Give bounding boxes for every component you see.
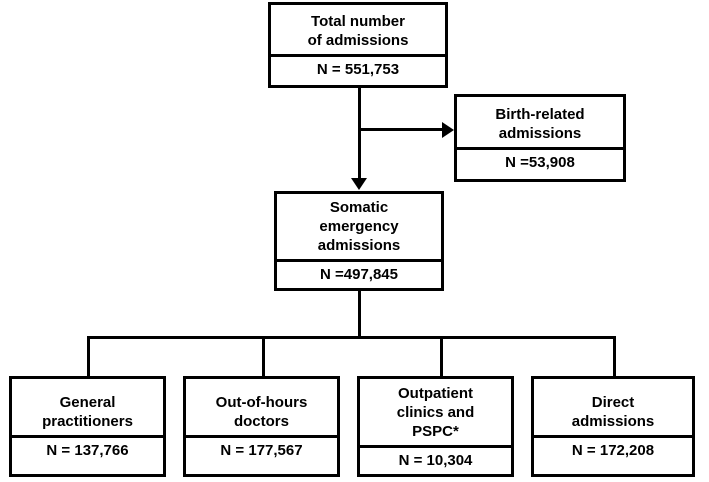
node-somatic-count: N =497,845 bbox=[320, 266, 398, 283]
arrowhead-total-to-somatic bbox=[351, 178, 367, 190]
node-somatic-line-3: admissions bbox=[317, 237, 401, 254]
node-somatic-line-2: emergency bbox=[319, 218, 399, 235]
node-birth-related-admissions bbox=[454, 94, 626, 182]
node-gp-count: N = 137,766 bbox=[46, 442, 129, 459]
node-outpatient-count: N = 10,304 bbox=[398, 451, 473, 469]
node-ooh-count: N = 177,567 bbox=[220, 442, 303, 459]
node-total-admissions bbox=[268, 2, 448, 88]
node-general-practitioners bbox=[9, 376, 166, 477]
connector-somatic-down bbox=[358, 291, 361, 339]
connector-drop-direct bbox=[613, 336, 616, 376]
node-gp-line-2: practitioners bbox=[42, 413, 133, 430]
node-somatic-line-1: Somatic bbox=[329, 199, 389, 216]
connector-bus bbox=[87, 336, 616, 339]
node-birth-line-1: Birth-related bbox=[495, 105, 585, 123]
node-direct-count: N = 172,208 bbox=[571, 442, 655, 459]
node-total-count: N = 551,753 bbox=[316, 60, 400, 78]
node-somatic-emergency-admissions bbox=[274, 191, 444, 291]
node-gp-line-1: General bbox=[59, 394, 116, 411]
connector-drop-gp bbox=[87, 336, 90, 376]
node-direct-line-1: Direct bbox=[591, 394, 635, 411]
node-outpatient-line-1: Outpatient bbox=[398, 384, 473, 402]
node-outpatient-line-2: clinics and bbox=[396, 403, 475, 421]
connector-to-birth bbox=[358, 128, 442, 131]
node-total-line-2: of admissions bbox=[307, 31, 409, 49]
node-total-line-1: Total number bbox=[311, 12, 405, 30]
node-outpatient-line-3: PSPC* bbox=[412, 422, 459, 440]
node-birth-line-2: admissions bbox=[498, 124, 582, 142]
node-out-of-hours-doctors bbox=[183, 376, 340, 477]
node-ooh-line-1: Out-of-hours bbox=[215, 394, 308, 411]
connector-drop-ooh bbox=[262, 336, 265, 376]
node-direct-admissions bbox=[531, 376, 695, 477]
connector-drop-outpatient bbox=[440, 336, 443, 376]
connector-total-to-somatic bbox=[358, 88, 361, 178]
node-ooh-line-2: doctors bbox=[233, 413, 289, 430]
node-outpatient-clinics-pspc bbox=[357, 376, 514, 477]
node-direct-line-2: admissions bbox=[571, 413, 655, 430]
node-birth-count: N =53,908 bbox=[505, 153, 575, 171]
